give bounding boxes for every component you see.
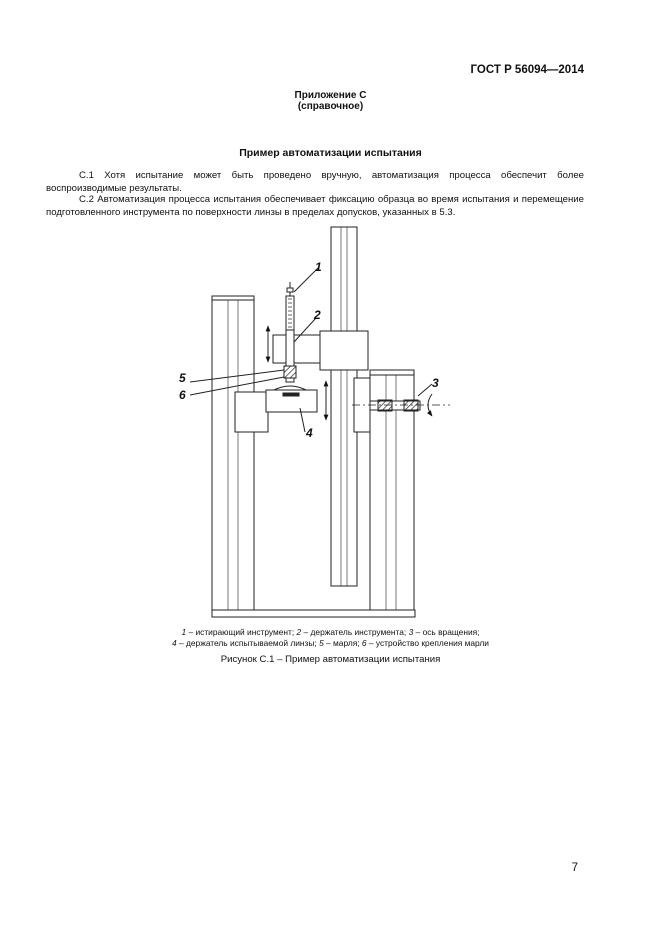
label-3: 3 [432, 376, 439, 390]
paragraph-c2-text: С.2 Автоматизация процесса испытания обеспечивает фиксацию образца во время испытания и перемещение подготовленного инструмента по поверхности линзы в пределах допусков, указанных в 5.3. [46, 194, 584, 218]
legend-number: 1 [181, 627, 187, 637]
standard-designation: ГОСТ Р 56094—2014 [470, 64, 584, 76]
label-5: 5 [179, 371, 186, 385]
label-4: 4 [306, 426, 313, 440]
legend-text: – истирающий инструмент; [186, 627, 297, 637]
lens-holder-block [235, 392, 268, 432]
vertical-rail [331, 227, 357, 586]
legend-text: – ось вращения; [413, 627, 480, 637]
paragraph-c2 [46, 194, 584, 219]
left-column [212, 296, 254, 610]
legend-number: 2 [296, 627, 302, 637]
legend-number: 4 [172, 638, 177, 648]
figure-legend-line-2 [0, 638, 661, 649]
label-1: 1 [315, 260, 322, 274]
gauze-fixture [284, 366, 296, 378]
legend-text: – держатель испытываемой линзы; [176, 638, 320, 648]
figure-legend-line-1 [0, 627, 661, 638]
annex-title: Приложение С [294, 90, 367, 101]
legend-number: 5 [319, 638, 324, 648]
upper-carriage [320, 331, 368, 370]
annex-status: (справочное) [297, 101, 364, 112]
section-title: Пример автоматизации испытания [239, 147, 422, 159]
paragraph-c1-text: С.1 Хотя испытание может быть проведено вручную, автоматизация процесса обеспечит более воспроизводимые результаты. [46, 170, 584, 194]
page-number: 7 [571, 862, 578, 874]
figure-caption: Рисунок С.1 – Пример автоматизации испытания [220, 654, 441, 665]
legend-number: 6 [361, 638, 367, 648]
base-plate [212, 610, 415, 617]
label-2: 2 [314, 308, 321, 322]
test-lens [274, 386, 306, 390]
legend-text: – устройство крепления марли [366, 638, 489, 648]
abrasive-tool-shaft [286, 296, 294, 330]
legend-text: – марля; [323, 638, 362, 648]
legend-number: 3 [408, 627, 414, 637]
legend-text: – держатель инструмента; [301, 627, 409, 637]
label-6: 6 [179, 388, 186, 402]
paragraph-c1 [46, 170, 584, 195]
figure-c1-diagram [160, 222, 465, 618]
